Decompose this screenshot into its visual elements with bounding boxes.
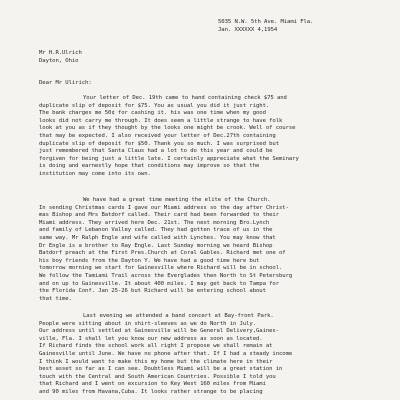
paragraph-line: that Richard and I went on excursion to Key West 160 miles from Miami [39, 381, 266, 388]
paragraph-line: We follow the Tamiami Trail across the Everglades then North to St Petersburg [39, 273, 293, 279]
paragraph-line: Batdorf preach at the First Pres.Church at Coral Gables. Richard met one of [39, 250, 286, 257]
salutation: Dear Mr Ulirich: [39, 80, 92, 86]
paragraph-line: his boy friends from the Dayton Y. We have had a good time here but [39, 257, 260, 264]
return-address: 5035 N.W. 5th Ave. Miami Fla. [218, 19, 314, 25]
paragraph-line: that time. [39, 295, 72, 302]
paragraph-line: Our address until settled at Gainesville will be General Delivery,Gaines- [39, 328, 280, 335]
paragraph-line: Gainesville until June. We have no phone after that. If I had a steady income [39, 351, 293, 357]
paragraph-line: forgiven for being just a little late. I certainly appreciate what the Seminary [39, 155, 299, 162]
paragraph-line: People were sitting about in shirt-sleeves as we do North in July. [39, 320, 256, 327]
paragraph-line: best asset so far as I can see. Doubtless Miami will be a great station in [39, 366, 283, 373]
paragraph-line: tomorrow morning we start for Gainesville where Richard will be in school. [39, 265, 283, 272]
paragraph-line: If Richard finds the school work all right I propose we shall remain at [39, 343, 273, 350]
letter-date: Jan. XXXXXX 4,1954 [218, 27, 278, 33]
paragraph-line: same way. Mr Ralph Engle and wife called with Lynches. You may know that [39, 235, 276, 241]
paragraph-line: I think I would want to make this my home but the climate here in their [39, 358, 273, 365]
paragraph-line: look at you as if they thought by the looks one might be crook. Well of course [39, 125, 296, 132]
paragraph-line: touch with the Central and South American Countries. Possible I told you [39, 373, 276, 380]
paragraph-line: and family of Lebanon Valley called. They had gotten trace of us in the [39, 227, 273, 234]
paragraph-line: duplicate slip of deposit for $50. Thank you so much. I was surprised but [39, 140, 280, 147]
paragraph-line: just remembered that Santa Claus had a lot to do this year and could be [39, 148, 273, 155]
paragraph-line: The bank charges me 50¢ for cashing it. his was one time when my good [39, 110, 266, 117]
recipient-line: Dayton, Ohio [39, 58, 79, 64]
paragraph-line: and on up to Gainesville. It about 400 miles. I may get back to Tampa for [39, 280, 280, 287]
paragraph-first-line: Last evening we attended a band concert at Bay-front Park. [83, 313, 274, 319]
paragraph-line: duplicate slip of deposit for $75. You as usual you did it just right. [39, 102, 270, 109]
paragraph-line: that may be expected. I also received your letter of Dec.27th containing [39, 133, 276, 139]
paragraph-line: institution may come into its own. [39, 171, 151, 177]
paragraph-line: looks did not carry me through. It does seem a little strange to have folk [39, 117, 283, 124]
paragraph-first-line: Your letter of Dec. 19th came to hand containing check $75 and [83, 95, 287, 101]
paragraph-line: is doing and earnestly hope that conditions may improve so that the [39, 163, 260, 170]
paragraph-line: the Florida Conf. Jan 25-26 but Richard will be entering school about [39, 288, 266, 295]
paragraph-line: In sending Christmas cards I gave our Miami address so the day after Christ- [39, 204, 289, 211]
paragraph-line: Miami address. They arrived here Dec. 21st. The next morning Bro.Lynch [39, 219, 270, 226]
paragraph-line: ville, Fla. I shall let you know our new address as soon as located. [39, 335, 263, 342]
recipient-line: Mr H.R.Ulrich [39, 50, 82, 56]
paragraph-first-line: We have had a great time meeting the elite of the Church. [83, 197, 271, 203]
paragraph-line: mas Bishop and Mrs Batdorf called. Their card had been forwarded to their [39, 212, 280, 219]
paragraph-line: and 90 miles from Havana,Cuba. It looks rather strange to be placing [39, 389, 263, 395]
paragraph-line: Dr Engle is a brother to Ray Engle. Last Sunday morning we heard Bishop [39, 242, 273, 249]
